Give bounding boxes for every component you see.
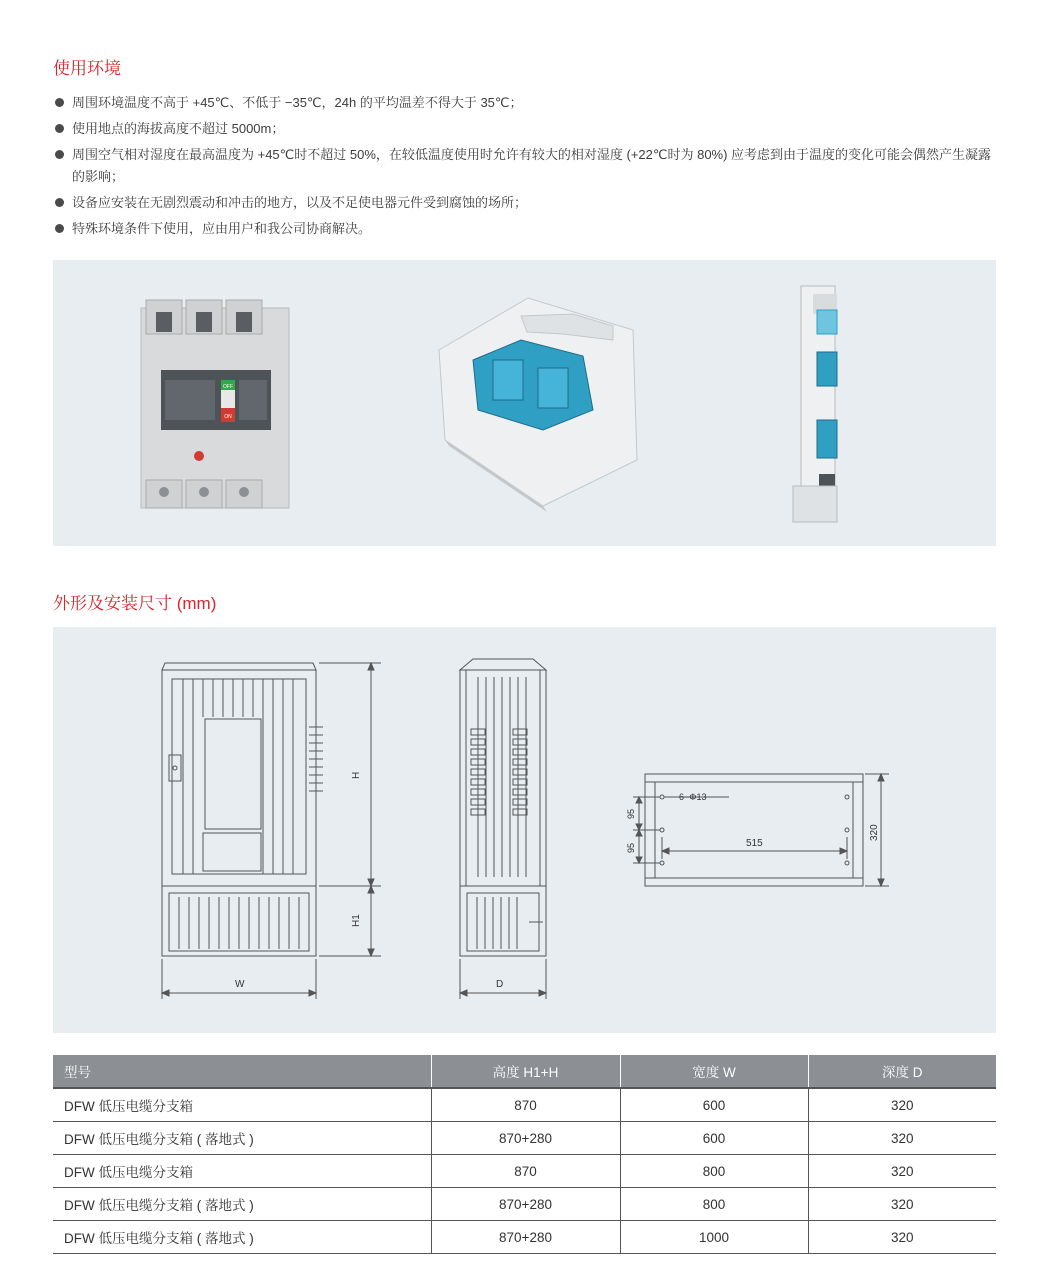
environment-item (53, 192, 1003, 214)
bullet-dot-icon (55, 150, 64, 159)
header-model: 型号 (53, 1055, 431, 1088)
bullet-dot-icon (55, 98, 64, 107)
cell-height: 870+280 (431, 1122, 620, 1155)
section-title-dimensions: 外形及安装尺寸 (mm) (53, 594, 217, 613)
cell-width: 600 (620, 1122, 808, 1155)
environment-item (53, 118, 1003, 140)
environment-item-text: 使用地点的海拔高度不超过 5000m； (72, 121, 285, 136)
strip-fuse-switch-image (793, 286, 837, 522)
environment-item-text: 周围空气相对湿度在最高温度为 +45℃时不超过 50%，在较低温度使用时允许有较大的相对湿度 (+22℃时为 80%) 应考虑到由于温度的变化可能会偶然产生凝露的影响； (72, 147, 992, 184)
cell-model: DFW 低压电缆分支箱 ( 落地式 ) (53, 1188, 431, 1221)
dim-d-label: D (496, 979, 504, 990)
cell-model: DFW 低压电缆分支箱 ( 落地式 ) (53, 1122, 431, 1155)
cell-depth: 320 (808, 1122, 996, 1155)
dim-holes-label: 6−Φ13 (679, 792, 707, 802)
bullet-dot-icon (55, 198, 64, 207)
dim-320-label: 320 (869, 824, 880, 841)
product-photo-panel (53, 260, 996, 546)
base-plan-drawing (633, 774, 889, 886)
breaker-on-text: ON (224, 414, 232, 420)
cell-depth: 320 (808, 1088, 996, 1122)
bullet-dot-icon (55, 124, 64, 133)
table-row (53, 1188, 996, 1221)
dim-gap-top-label: 95 (626, 808, 636, 819)
table-header-row (53, 1055, 996, 1088)
environment-item-text: 周围环境温度不高于 +45℃、不低于 −35℃，24h 的平均温差不得大于 35℃； (72, 95, 523, 110)
cell-height: 870 (431, 1088, 620, 1122)
environment-item-text: 设备应安装在无剧烈震动和冲击的地方，以及不足使电器元件受到腐蚀的场所； (72, 195, 528, 210)
cell-depth: 320 (808, 1155, 996, 1188)
fuse-switch-image (439, 298, 637, 512)
circuit-breaker-image (141, 300, 289, 508)
cell-width: 800 (620, 1155, 808, 1188)
cell-height: 870+280 (431, 1221, 620, 1254)
dim-h1-label: H1 (351, 914, 362, 927)
dim-515-label: 515 (746, 838, 763, 849)
dimension-drawings (53, 627, 996, 1033)
dim-h-label: H (351, 771, 362, 779)
environment-list (53, 92, 1003, 244)
cell-depth: 320 (808, 1188, 996, 1221)
table-row (53, 1122, 996, 1155)
cell-height: 870+280 (431, 1188, 620, 1221)
header-depth: 深度 D (808, 1055, 996, 1088)
cell-model: DFW 低压电缆分支箱 ( 落地式 ) (53, 1221, 431, 1254)
section-title-environment: 使用环境 (53, 59, 121, 78)
header-height: 高度 H1+H (431, 1055, 620, 1088)
cell-width: 1000 (620, 1221, 808, 1254)
front-view-drawing (162, 663, 381, 999)
product-illustrations (53, 260, 996, 546)
table-row (53, 1088, 996, 1122)
environment-item (53, 144, 1003, 188)
cell-depth: 320 (808, 1221, 996, 1254)
cell-height: 870 (431, 1155, 620, 1188)
side-view-drawing (460, 659, 546, 999)
spec-table (53, 1055, 996, 1254)
bullet-dot-icon (55, 224, 64, 233)
environment-item (53, 218, 1003, 240)
environment-item-text: 特殊环境条件下使用，应由用户和我公司协商解决。 (72, 221, 372, 236)
breaker-off-text: OFF (223, 384, 233, 390)
cell-width: 600 (620, 1088, 808, 1122)
table-row (53, 1221, 996, 1254)
cell-model: DFW 低压电缆分支箱 (53, 1155, 431, 1188)
environment-item (53, 92, 1003, 114)
dim-w-label: W (235, 979, 245, 990)
dimension-drawing-panel (53, 627, 996, 1033)
dim-gap-bottom-label: 95 (626, 842, 636, 853)
cell-model: DFW 低压电缆分支箱 (53, 1088, 431, 1122)
cell-width: 800 (620, 1188, 808, 1221)
table-row (53, 1155, 996, 1188)
header-width: 宽度 W (620, 1055, 808, 1088)
